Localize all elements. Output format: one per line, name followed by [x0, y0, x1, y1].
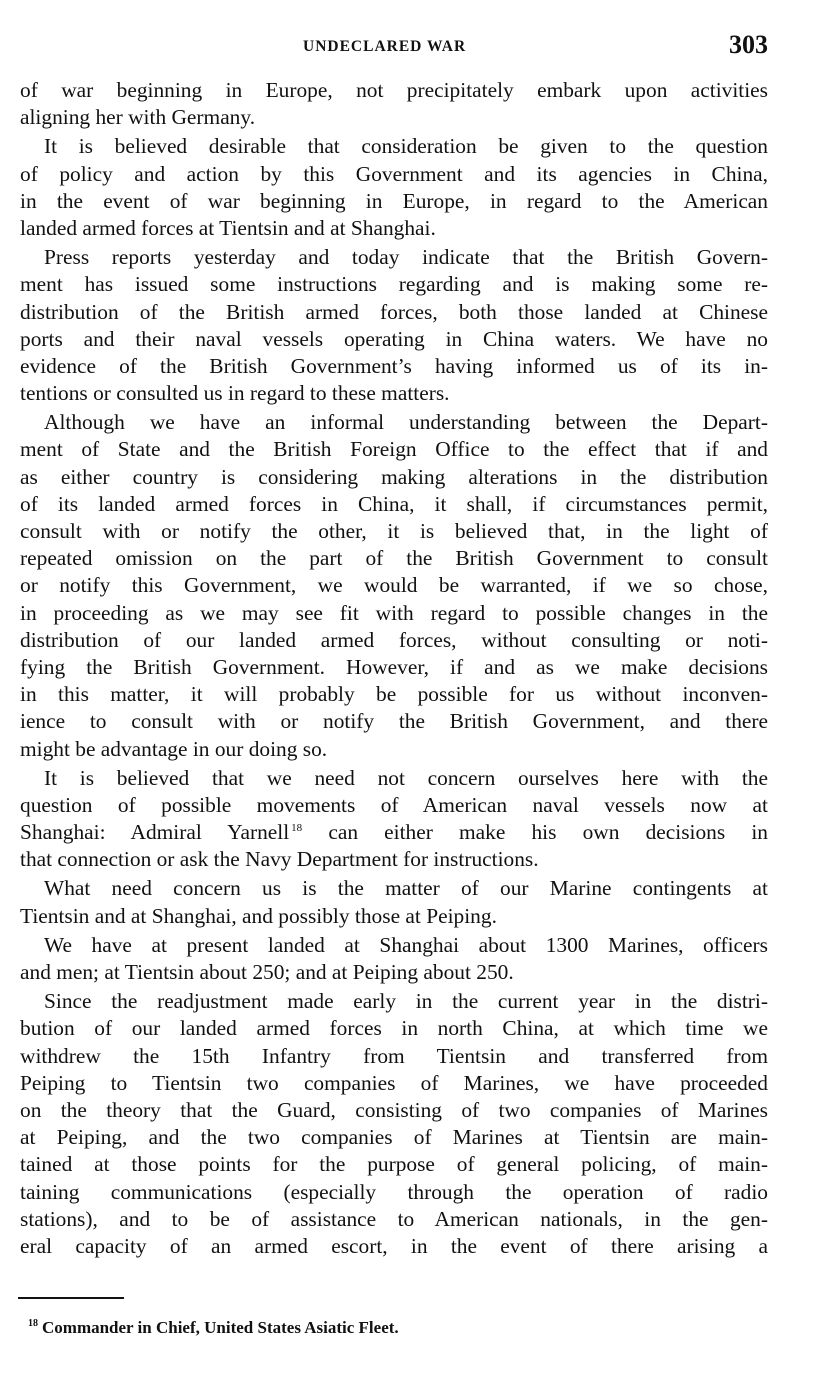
- text-line: repeated omission on the part of the British Government to consult: [20, 546, 768, 571]
- text-line: ment has issued some instructions regarding and is making some re-: [20, 272, 768, 297]
- text-line: evidence of the British Government’s having informed us of its in-: [20, 353, 768, 378]
- text-line: distribution of the British armed forces, both those landed at Chinese: [20, 299, 768, 324]
- text-line: as either country is considering making alterations in the distribution: [20, 464, 768, 489]
- text-line: We have at present landed at Shanghai about 1300 Marines, officers: [44, 932, 768, 957]
- text-segment: Shanghai: Admiral Yarnell: [20, 820, 290, 845]
- text-line: might be advantage in our doing so.: [20, 736, 328, 761]
- text-line: withdrew the 15th Infantry from Tientsin and transferred from: [20, 1043, 768, 1068]
- text-line: in this matter, it will probably be possible for us without inconven-: [20, 682, 768, 707]
- text-line: at Peiping, and the two companies of Marines at Tientsin are main-: [20, 1125, 768, 1150]
- text-line: on the theory that the Guard, consisting of two companies of Marines: [20, 1097, 768, 1122]
- footnote: [28, 1318, 399, 1338]
- paragraph: [20, 133, 768, 242]
- text-line: question of possible movements of American naval vessels now at: [20, 792, 768, 817]
- text-line: It is believed desirable that consideration be given to the question: [44, 134, 768, 159]
- paragraph: [20, 77, 768, 131]
- paragraph: [20, 765, 768, 874]
- paragraph: [20, 244, 768, 407]
- paragraph: [20, 932, 768, 986]
- text-line-with-footnote-ref: [20, 819, 768, 846]
- text-line: Tientsin and at Shanghai, and possibly those at Peiping.: [20, 903, 497, 928]
- text-line: of its landed armed forces in China, it shall, if circumstances permit,: [20, 491, 768, 516]
- text-line: Since the readjustment made early in the current year in the distri-: [44, 989, 768, 1014]
- paragraph: [20, 988, 768, 1260]
- text-line: of war beginning in Europe, not precipitately embark upon activities: [20, 78, 768, 102]
- text-line: or notify this Government, we would be warranted, if we so chose,: [20, 573, 768, 598]
- text-line: and men; at Tientsin about 250; and at Peiping about 250.: [20, 960, 514, 984]
- paragraph: [20, 409, 768, 762]
- text-line: in the event of war beginning in Europe, in regard to the American: [20, 188, 768, 213]
- footnote-text: Commander in Chief, United States Asiatic Fleet.: [42, 1318, 399, 1337]
- text-line: consult with or notify the other, it is believed that, in the light of: [20, 519, 768, 543]
- text-segment: can either make his own decisions in: [302, 820, 768, 845]
- text-line: Although we have an informal understanding between the Depart-: [44, 410, 768, 435]
- text-line: bution of our landed armed forces in north China, at which time we: [20, 1016, 768, 1041]
- body-text: [20, 77, 768, 1260]
- text-line: stations), and to be of assistance to American nationals, in the gen-: [20, 1206, 768, 1231]
- text-line: aligning her with Germany.: [20, 105, 256, 130]
- footnote-mark: 18: [28, 1318, 38, 1330]
- text-line: Peiping to Tientsin two companies of Marines, we have proceeded: [20, 1070, 768, 1095]
- text-line: fying the British Government. However, if and as we make decisions: [20, 654, 768, 679]
- text-line: eral capacity of an armed escort, in the event of there arising a: [20, 1233, 768, 1258]
- text-line: of policy and action by this Government and its agencies in China,: [20, 161, 768, 186]
- text-line: tentions or consulted us in regard to these matters.: [20, 381, 450, 406]
- text-line: It is believed that we need not concern ourselves here with the: [44, 765, 768, 790]
- text-line: What need concern us is the matter of our Marine contingents at: [44, 876, 768, 901]
- footnote-divider: [18, 1297, 124, 1299]
- text-line: ports and their naval vessels operating in China waters. We have no: [20, 326, 768, 351]
- page-number: 303: [729, 30, 768, 59]
- text-line: that connection or ask the Navy Department for instructions.: [20, 847, 539, 872]
- paragraph: [20, 875, 768, 929]
- text-line: ience to consult with or notify the British Government, and there: [20, 709, 768, 734]
- text-line: ment of State and the British Foreign Office to the effect that if and: [20, 437, 768, 462]
- text-line: in proceeding as we may see fit with regard to possible changes in the: [20, 600, 768, 625]
- text-line: Press reports yesterday and today indicate that the British Govern-: [44, 245, 768, 270]
- text-line: distribution of our landed armed forces, without consulting or noti-: [20, 627, 768, 652]
- text-line: landed armed forces at Tientsin and at Shanghai.: [20, 215, 436, 240]
- running-title: UNDECLARED WAR: [303, 38, 467, 55]
- footnote-reference[interactable]: 18: [291, 821, 303, 834]
- text-line: tained at those points for the purpose of general policing, of main-: [20, 1152, 768, 1177]
- text-line: taining communications (especially through the operation of radio: [20, 1179, 768, 1204]
